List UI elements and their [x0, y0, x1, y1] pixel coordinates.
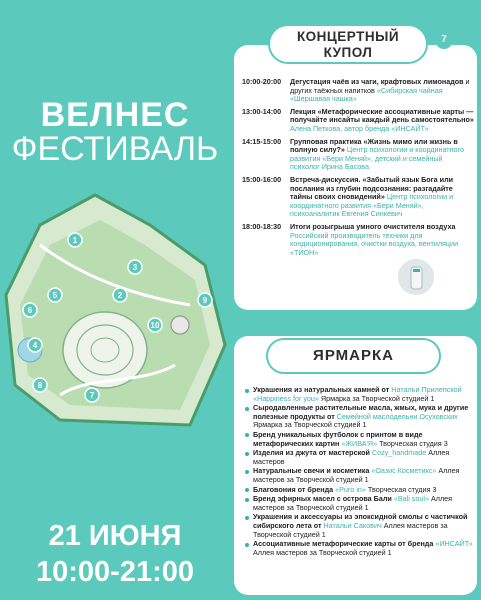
left-panel [0, 0, 230, 600]
concert-title-line1: КОНЦЕРТНЫЙ [296, 29, 400, 44]
fair-list [244, 386, 474, 558]
fair-item [244, 386, 474, 403]
fair-item-text: Украшения из натуральных камней от [253, 385, 392, 394]
fair-item-text: Ассоциативные метафорические карты от бренда [253, 539, 436, 549]
schedule-text: «Сибирская чайная «Шершавая чашка» [290, 85, 443, 104]
schedule-description [290, 78, 474, 104]
fair-item-text: Благовония от бренда [253, 484, 336, 494]
fair-item-text: Бренд уникальных футболок с принтом в виде метафорических картин [253, 429, 423, 448]
map-marker-label: 6 [27, 306, 33, 315]
concert-title [268, 24, 428, 64]
schedule-time: 14:15-15:00 [242, 136, 282, 146]
schedule-text: Центр психологии и координатного развития «Бери Меняй», детский и семейный психолог Ирина Басова [290, 145, 465, 172]
fair-item-text: Изделия из джута от мастерской [253, 448, 372, 458]
fair-item-text: «ИНСАЙТ» [435, 539, 473, 549]
fair-item [244, 467, 474, 484]
fair-item-text: Бренд эфирных масел с острова Бали [253, 494, 394, 504]
fair-item-text: Натальи Прилепской «Happiness for you» [253, 385, 462, 403]
schedule-text: Алена Петкова, автор бренда «ИНСАЙТ» [290, 123, 429, 133]
fair-item-text: Творческая студия 3 [365, 484, 437, 494]
map-marker-label: 10 [150, 321, 160, 330]
fair-item-text: Аллея мастеров за Творческой студией 1 [253, 466, 460, 484]
fair-item-text: Cozy_handmade [371, 448, 427, 458]
fair-item-text: Семейной маслодельни Осуховских [336, 411, 458, 421]
fair-item [244, 431, 474, 448]
schedule-text: Встреча-дискуссия. «Забытый язык Бога или послания из глубин подсознания: разгадайте тайны своих сновидений» [290, 174, 454, 202]
fair-item-text: Натальи Сакович [323, 520, 382, 530]
map-marker-label: 4 [32, 341, 38, 350]
fair-item [244, 495, 474, 512]
fair-item-text: Натуральные свечи и косметика [253, 466, 372, 476]
map-marker-label: 1 [72, 236, 78, 245]
schedule-text: Российский производитель техники для кондиционирования, очистки воздуха, вентиляции «ТИОН» [290, 230, 459, 257]
fair-item-text: Аллея мастеров за Творческой студией 1 [253, 520, 448, 539]
date-block [0, 518, 230, 590]
map-marker-label: 5 [52, 291, 58, 300]
fair-item-text: Сыродавленные растительные масла, жмых, мука и другие полезные продукты от [253, 403, 469, 421]
schedule-row [242, 223, 474, 257]
fair-item [244, 513, 474, 539]
fair-item [244, 540, 474, 557]
event-date: 21 ИЮНЯ [48, 520, 182, 552]
schedule-text: Дегустация чаёв из чаги, крафтовых лимонадов [290, 77, 464, 86]
map-marker-label: 2 [117, 291, 123, 300]
schedule-time: 15:00-16:00 [242, 174, 282, 184]
schedule-description [290, 108, 474, 134]
schedule-time: 10:00-20:00 [242, 77, 282, 86]
event-time: 10:00-21:00 [36, 556, 194, 588]
stage-dome [171, 316, 189, 334]
fair-title: ЯРМАРКА [266, 338, 441, 374]
fair-item-text: «Puro in» [335, 484, 366, 494]
concert-title-line2: КУПОЛ [323, 45, 373, 60]
schedule-text: Итоги розыгрыша умного очистителя воздуха [290, 221, 456, 231]
schedule-description [290, 138, 474, 172]
festival-title-line1: ВЕЛНЕС [40, 96, 190, 134]
fair-item-text: «ЖИВА'Я» [341, 438, 378, 448]
schedule-text: Центр психологии и координатного развития «Бери Меняй», психоаналитик Евгения Синкевич [290, 192, 454, 219]
fair-item-text: «Оазис Косметикс» [371, 466, 437, 476]
fair-item [244, 449, 474, 466]
fair-item-text: «Bali soul» [393, 494, 429, 504]
fair-item-text: Аллея мастеров [253, 448, 450, 466]
air-purifier-image [398, 259, 434, 295]
map-marker-label: 3 [132, 263, 138, 272]
festival-title-line2: ФЕСТИВАЛЬ [11, 130, 219, 168]
schedule-description [290, 223, 474, 257]
fair-item-text: Аллея мастеров за Творческой студией 1 [253, 547, 392, 557]
fair-item [244, 486, 474, 495]
schedule-text: и других таёжных напитков [290, 77, 470, 95]
fair-item-text: Творческая студия 3 [377, 438, 448, 448]
fair-item [244, 404, 474, 430]
fair-item-text: Аллея мастеров за Творческой студией 1 [253, 494, 453, 512]
map-marker-label: 8 [37, 381, 43, 390]
schedule-text: Групповая практика «Жизнь мимо или жизнь в полную силу?» [290, 136, 458, 155]
schedule-row [242, 138, 474, 172]
schedule-row [242, 108, 474, 134]
schedule-row [242, 78, 474, 104]
fair-item-text: Ярмарка за Творческой студией 1 [318, 393, 435, 403]
air-purifier-icon [398, 259, 434, 295]
schedule-time: 18:00-18:30 [242, 221, 282, 231]
fair-item-text: Украшения и аксессуары из эпоксидной смолы с частичкой сибирского лета от [253, 512, 468, 530]
schedule-description [290, 176, 474, 219]
schedule-time: 13:00-14:00 [242, 106, 282, 116]
location-badge: 7 [435, 31, 453, 49]
festival-title [0, 98, 230, 166]
concert-schedule [242, 78, 474, 261]
map-marker-label: 9 [202, 296, 208, 305]
schedule-row [242, 176, 474, 219]
park-map [0, 185, 230, 430]
map-marker-label: 7 [89, 391, 95, 400]
fair-item-text: Ярмарка за Творческой студией 1 [253, 420, 367, 430]
schedule-text: Лекция «Метафорические ассоциативные карты — получайте инсайты каждый день самостоятельно» [290, 106, 474, 125]
